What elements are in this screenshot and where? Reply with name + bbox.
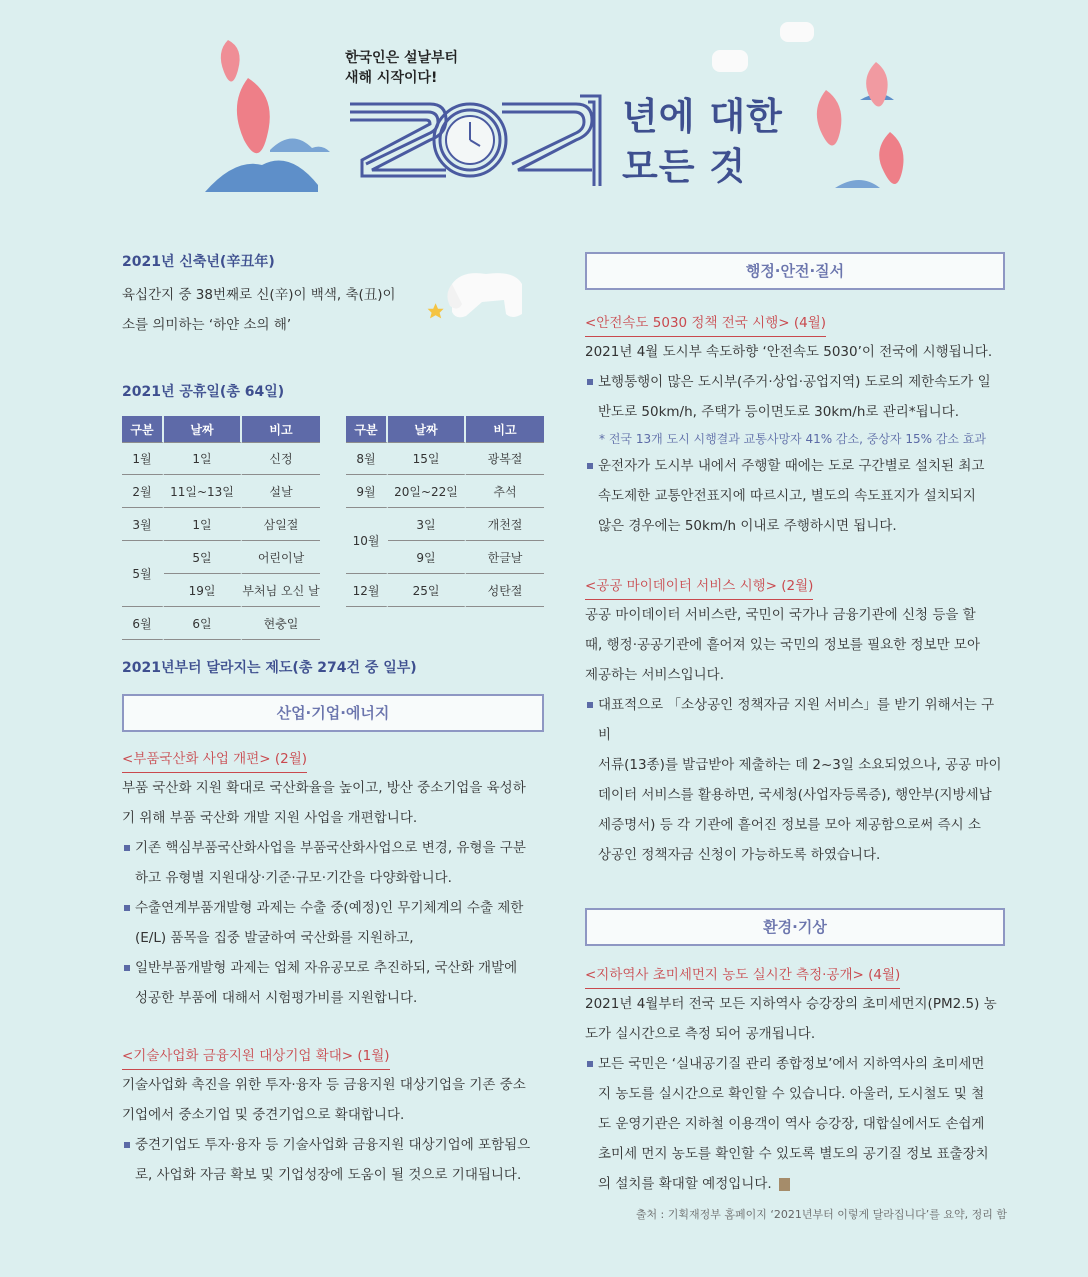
industry-item-1: [122, 746, 546, 1013]
tree-icon: [817, 90, 842, 146]
note-cell: 부처님 오신 날: [242, 574, 320, 607]
bullet-line: 성공한 부품에 대해서 시험평가비를 지원합니다.: [135, 990, 418, 1006]
col-header-note: 비고: [242, 416, 320, 442]
admin-item-2-para1: 공공 마이데이터 서비스란, 국민이 국가나 금융기관에 신청 등을 할: [585, 607, 976, 623]
date-cell: 11일~13일: [164, 475, 242, 508]
tree-icon: [221, 40, 240, 82]
note-cell: 어린이날: [242, 541, 320, 574]
bullet-line: 지 농도를 실시간으로 확인할 수 있습니다. 아울러, 도시철도 및 철: [598, 1086, 985, 1102]
tree-icon: [237, 78, 270, 153]
bullet-line: 의 설치를 확대할 예정입니다.: [598, 1176, 772, 1192]
note-cell: 현충일: [242, 607, 320, 640]
note-cell: 추석: [466, 475, 544, 508]
bullet-line: 중견기업도 투자·융자 등 기술사업화 금융지원 대상기업에 포함됨으: [135, 1137, 531, 1153]
note-cell: 삼일절: [242, 508, 320, 541]
end-mark-icon: [779, 1178, 790, 1191]
bullet-item: [122, 893, 546, 953]
bullet-line: 데이터 서비스를 활용하면, 국세청(사업자등록증), 행안부(지방세납: [598, 787, 992, 803]
date-cell: 1일: [164, 508, 242, 541]
table-row: [346, 574, 544, 607]
admin-item-1-title: <안전속도 5030 정책 전국 시행> (4월): [585, 310, 826, 337]
bullet-line: 않은 경우에는 50km/h 이내로 주행하시면 됩니다.: [598, 518, 897, 534]
header-tagline-line1: 한국인은 설날부터: [345, 50, 459, 66]
bullet-line: 반도로 50km/h, 주택가 등이면도로 30km/h로 관리*됩니다.: [598, 404, 959, 420]
zodiac-line2: 소를 의미하는 ‘하얀 소의 해’: [122, 317, 292, 333]
industry-item-2-para2: 기업에서 중소기업 및 중견기업으로 확대합니다.: [122, 1107, 405, 1123]
header-banner: [0, 0, 1088, 230]
bullet-line: 서류(13종)를 발급받아 제출하는 데 2~3일 소요되었으나, 공공 마이: [598, 757, 1002, 773]
env-item-1: [585, 962, 1007, 1199]
date-cell: 20일~22일: [388, 475, 466, 508]
note-cell: 성탄절: [466, 574, 544, 607]
bullet-line: 대표적으로 「소상공인 정책자금 지원 서비스」를 받기 위해서는 구비: [598, 697, 995, 743]
date-cell: 3일: [388, 508, 466, 541]
col-header-date: 날짜: [388, 416, 466, 442]
right-column: [585, 252, 1007, 1225]
industry-item-1-para1: 부품 국산화 지원 확대로 국산화율을 높이고, 방산 중소기업을 육성하: [122, 780, 526, 796]
env-item-1-title: <지하역사 초미세먼지 농도 실시간 측정·공개> (4월): [585, 962, 900, 989]
admin-item-1-bullets: [585, 367, 1007, 427]
month-cell: 6월: [122, 607, 164, 640]
date-cell: 19일: [164, 574, 242, 607]
month-cell: 1월: [122, 442, 164, 475]
bullet-item: [585, 1049, 1007, 1199]
bullet-line: 초미세 먼지 농도를 확인할 수 있도록 별도의 공기질 정보 표출장치: [598, 1146, 989, 1162]
zodiac-line1: 육십간지 중 38번째로 신(辛)이 백색, 축(丑)이: [122, 287, 396, 303]
industry-item-1-bullets: [122, 833, 546, 1013]
month-cell: 5월: [122, 541, 164, 607]
date-cell: 6일: [164, 607, 242, 640]
industry-item-2-para1: 기술사업화 촉진을 위한 투자·융자 등 금융지원 대상기업을 기존 중소: [122, 1077, 526, 1093]
left-column: [122, 252, 546, 1190]
col-header-note: 비고: [466, 416, 544, 442]
bullet-line: 상공인 정책자금 신청이 가능하도록 하였습니다.: [598, 847, 881, 863]
source-credit: 출처 : 기획재정부 홈페이지 ‘2021년부터 이렇게 달라집니다’를 요약, 정리 함: [635, 1208, 1007, 1221]
date-cell: 5일: [164, 541, 242, 574]
header-illustration: [0, 0, 1088, 230]
admin-item-1-para1: 2021년 4월 도시부 속도하향 ‘안전속도 5030’이 전국에 시행됩니다.: [585, 344, 993, 360]
tree-icon: [879, 132, 903, 184]
header-title-line2: 모든 것: [622, 145, 747, 188]
month-cell: 10월: [346, 508, 388, 574]
table-row: [346, 508, 544, 541]
holiday-table-1: [122, 416, 320, 640]
bullet-line: 운전자가 도시부 내에서 주행할 때에는 도로 구간별로 설치된 최고: [598, 458, 985, 474]
month-cell: 9월: [346, 475, 388, 508]
admin-item-2-bullets: [585, 690, 1007, 870]
date-cell: 1일: [164, 442, 242, 475]
bullet-item: [585, 451, 1007, 541]
note-cell: 광복절: [466, 442, 544, 475]
table-row: [346, 475, 544, 508]
bullet-line: 로, 사업화 자금 확보 및 기업성장에 도움이 될 것으로 기대됩니다.: [135, 1167, 522, 1183]
admin-item-2-title: <공공 마이데이터 서비스 시행> (2월): [585, 573, 813, 600]
env-item-1-para2: 도가 실시간으로 측정 되어 공개됩니다.: [585, 1026, 816, 1042]
month-cell: 12월: [346, 574, 388, 607]
zodiac-heading: 2021년 신축년(辛丑年): [122, 254, 275, 270]
holidays-heading: 2021년 공휴일(총 64일): [122, 384, 285, 400]
bullet-line: 하고 유형별 지원대상·기준·규모·기간을 다양화합니다.: [135, 870, 452, 886]
bullet-line: (E/L) 품목을 집중 발굴하여 국산화를 지원하고,: [135, 930, 414, 946]
table-row: [122, 508, 320, 541]
month-cell: 3월: [122, 508, 164, 541]
hill-shape: [270, 138, 330, 152]
industry-item-1-title: <부품국산화 사업 개편> (2월): [122, 746, 307, 773]
bullet-line: 보행통행이 많은 도시부(주거·상업·공업지역) 도로의 제한속도가 일: [598, 374, 991, 390]
bullet-item: [122, 833, 546, 893]
month-cell: 8월: [346, 442, 388, 475]
bullet-line: 속도제한 교통안전표지에 따르시고, 별도의 속도표지가 설치되지: [598, 488, 976, 504]
bullet-item: [122, 1130, 546, 1190]
col-header-date: 날짜: [164, 416, 242, 442]
table-row: [346, 442, 544, 475]
admin-item-2-para3: 제공하는 서비스입니다.: [585, 667, 724, 683]
note-cell: 신정: [242, 442, 320, 475]
note-cell: 개천절: [466, 508, 544, 541]
bullet-item: [585, 690, 1007, 870]
holiday-tables: [122, 416, 546, 648]
admin-item-1: [585, 310, 1007, 541]
header-title-line1: 년에 대한: [622, 95, 783, 138]
industry-item-2-bullets: [122, 1130, 546, 1190]
admin-item-2: [585, 573, 1007, 870]
bullet-line: 세증명서) 등 각 기관에 흩어진 정보를 모아 제공함으로써 즉시 소: [598, 817, 981, 833]
bullet-line: 수출연계부품개발형 과제는 수출 중(예정)인 무기체계의 수출 제한: [135, 900, 524, 916]
cow-icon: [712, 50, 748, 72]
env-box-heading: 환경·기상: [585, 908, 1005, 946]
env-item-1-para1: 2021년 4월부터 전국 모든 지하역사 승강장의 초미세먼지(PM2.5) 농: [585, 996, 997, 1012]
table-row: [122, 442, 320, 475]
admin-item-1-bullets-2: [585, 451, 1007, 541]
cow-icon: [780, 22, 814, 42]
bullet-line: 일반부품개발형 과제는 업체 자유공모로 추진하되, 국산화 개발에: [135, 960, 518, 976]
table-row: [122, 541, 320, 574]
hill-shape: [205, 161, 318, 193]
date-cell: 25일: [388, 574, 466, 607]
changes-heading: 2021년부터 달라지는 제도(총 274건 중 일부): [122, 660, 417, 676]
env-item-1-bullets: [585, 1049, 1007, 1199]
admin-item-2-para2: 때, 행정·공공기관에 흩어져 있는 국민의 정보를 필요한 정보만 모아: [585, 637, 981, 653]
industry-item-2-title: <기술사업화 금융지원 대상기업 확대> (1월): [122, 1043, 390, 1070]
bullet-line: 모든 국민은 ‘실내공기질 관리 종합정보’에서 지하역사의 초미세먼: [598, 1056, 985, 1072]
white-cow-icon: [422, 260, 532, 340]
industry-item-1-para2: 기 위해 부품 국산화 개발 지원 사업을 개편합니다.: [122, 810, 418, 826]
bullet-item: [122, 953, 546, 1013]
bullet-line: 기존 핵심부품국산화사업을 부품국산화사업으로 변경, 유형을 구분: [135, 840, 526, 856]
note-cell: 한글날: [466, 541, 544, 574]
date-cell: 9일: [388, 541, 466, 574]
col-header-category: 구분: [122, 416, 164, 442]
header-tagline-line2: 새해 시작이다!: [345, 70, 438, 86]
month-cell: 2월: [122, 475, 164, 508]
hill-shape: [835, 180, 880, 188]
table-row: [122, 607, 320, 640]
header-title: [622, 92, 783, 192]
industry-box-heading: 산업·기업·에너지: [122, 694, 544, 732]
table-row: [122, 475, 320, 508]
header-tagline: [345, 48, 458, 88]
col-header-category: 구분: [346, 416, 388, 442]
note-cell: 설날: [242, 475, 320, 508]
industry-item-2: [122, 1043, 546, 1190]
date-cell: 15일: [388, 442, 466, 475]
bullet-item: [585, 367, 1007, 427]
admin-box-heading: 행정·안전·질서: [585, 252, 1005, 290]
admin-item-1-note: * 전국 13개 도시 시행결과 교통사망자 41% 감소, 중상자 15% 감소 효과: [599, 432, 987, 446]
holiday-table-2: [346, 416, 544, 607]
bullet-line: 도 운영기관은 지하철 이용객이 역사 승강장, 대합실에서도 손쉽게: [598, 1116, 985, 1132]
